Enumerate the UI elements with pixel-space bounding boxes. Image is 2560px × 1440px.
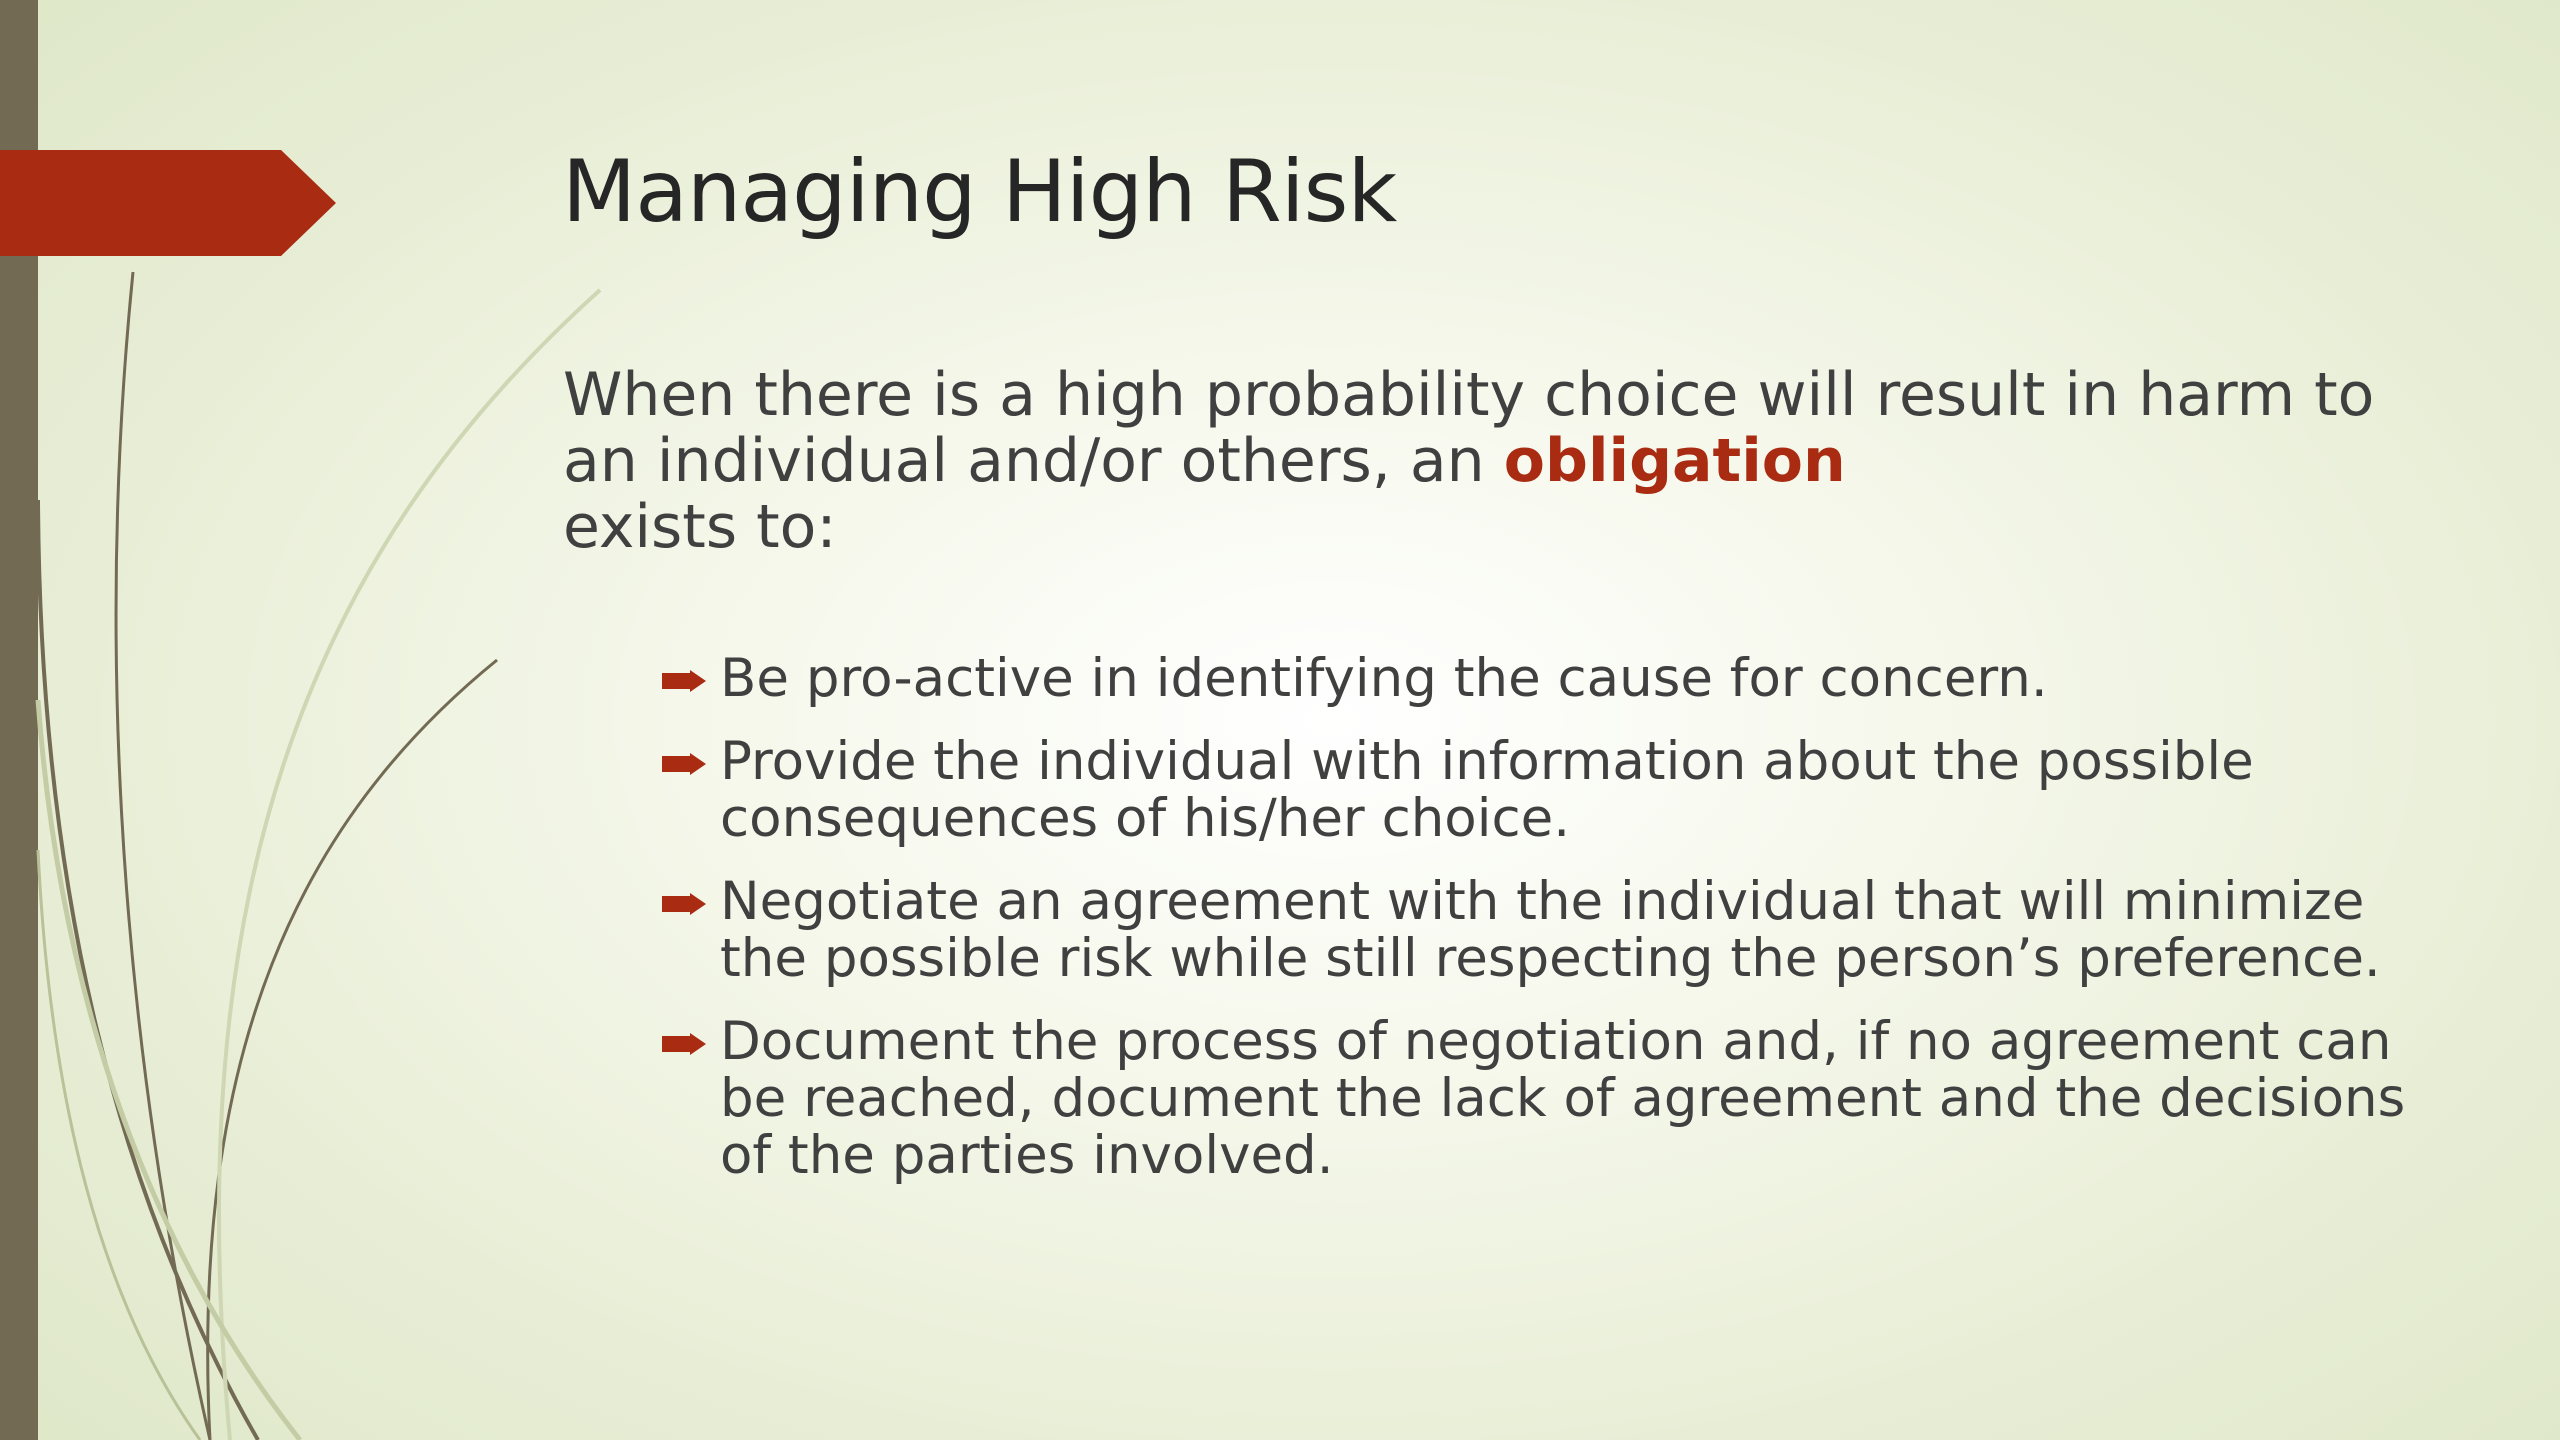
- intro-paragraph: [563, 362, 2423, 560]
- grass-line: [38, 850, 200, 1440]
- intro-emphasis: obligation: [1503, 426, 1846, 496]
- intro-text: When there is a high probability choice will result in harm to an individual and/or others, an: [563, 360, 2375, 496]
- bullet-text: Provide the individual with information about the possible consequences of his/her choice.: [720, 731, 2254, 849]
- bullet-list: [660, 650, 2460, 1210]
- grass-line: [38, 500, 258, 1440]
- grass-line: [116, 272, 210, 1440]
- grass-line: [208, 660, 497, 1440]
- bullet-text: Document the process of negotiation and, if no agreement can be reached, document the lack of agreement and the decisions of the parties involved.: [720, 1011, 2406, 1186]
- bullet-item: [660, 733, 2460, 847]
- arrow-right-icon: [662, 1033, 706, 1055]
- intro-text-after: exists to:: [563, 492, 837, 562]
- arrow-right-icon: [662, 893, 706, 915]
- arrow-right-icon: [662, 753, 706, 775]
- bullet-text: Be pro-active in identifying the cause for concern.: [720, 648, 2048, 709]
- bullet-item: [660, 650, 2460, 707]
- grass-line: [219, 290, 600, 1440]
- arrow-right-icon: [662, 670, 706, 692]
- bullet-item: [660, 1013, 2460, 1184]
- grass-line: [38, 700, 300, 1440]
- bullet-item: [660, 873, 2460, 987]
- bullet-text: Negotiate an agreement with the individual that will minimize the possible risk while still respecting the person’s preference.: [720, 871, 2381, 989]
- title-accent-arrow: [0, 150, 336, 256]
- slide-title: Managing High Risk: [562, 142, 1397, 242]
